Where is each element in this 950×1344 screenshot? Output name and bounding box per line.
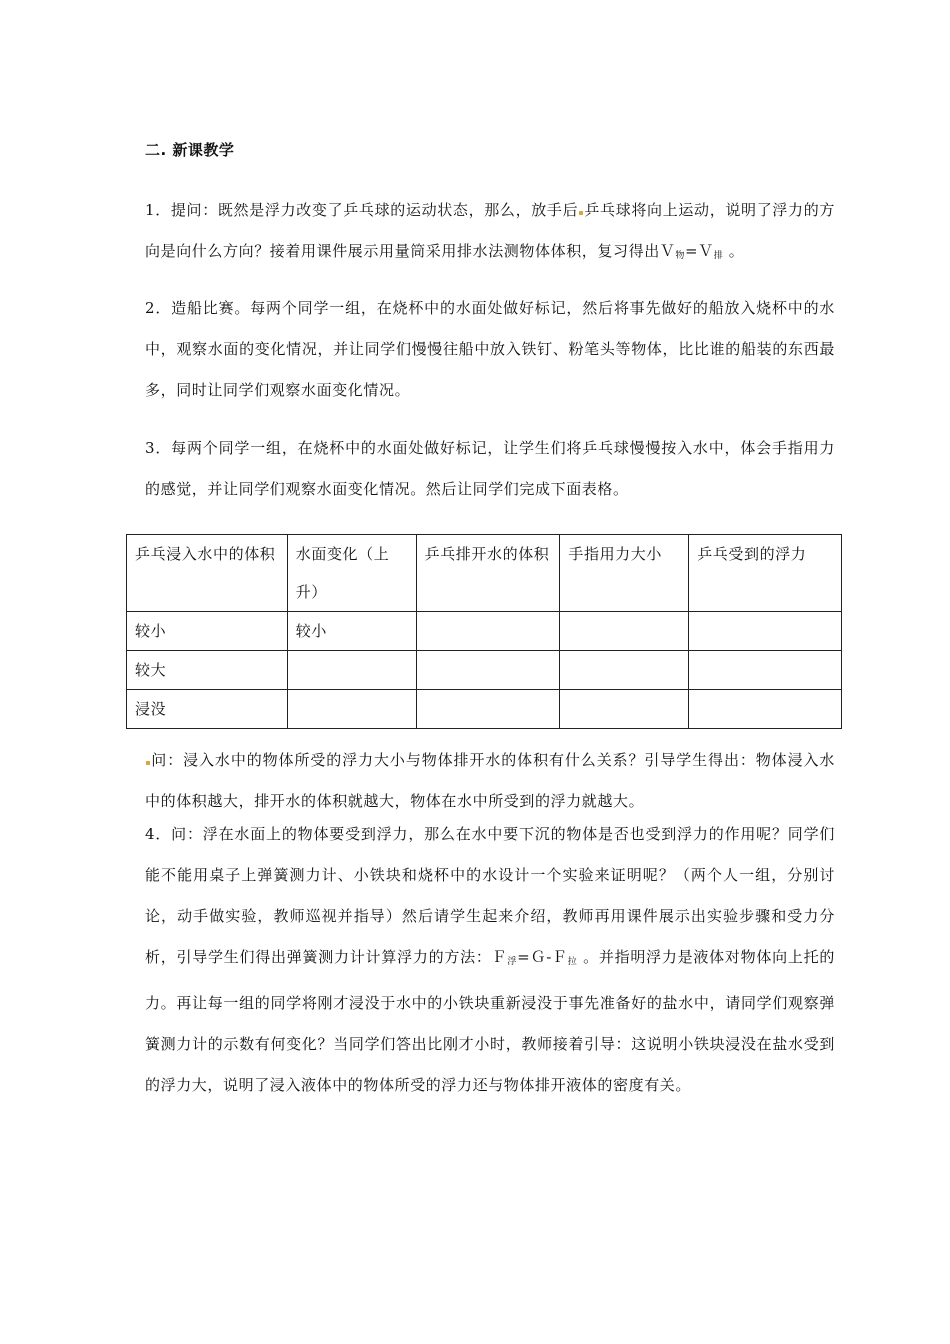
table-cell: 较大 <box>127 651 288 690</box>
paragraph-1-text-a: 1．提问：既然是浮力改变了乒乓球的运动状态，那么，放手后 <box>145 201 579 219</box>
table-cell <box>689 690 842 729</box>
table-row <box>127 612 842 651</box>
section-heading: 二. 新课教学 <box>145 141 235 159</box>
table-header-cell: 手指用力大小 <box>560 535 689 612</box>
table-cell: 较小 <box>127 612 288 651</box>
paragraph-4 <box>145 740 835 822</box>
paragraph-5-text-b: =Ｇ-Ｆ <box>517 948 568 966</box>
table-row <box>127 690 842 729</box>
paragraph-4-text: 问：浸入水中的物体所受的浮力大小与物体排开水的体积有什么关系？引导学生得出：物体浸入水中的体积越大，排开水的体积就越大，物体在水中所受到的浮力就越大。 <box>145 751 835 810</box>
table-cell <box>560 690 689 729</box>
paragraph-1-text-d: 。 <box>723 242 745 260</box>
paragraph-5-text-c: 。并指明浮力是液体对物体向上托的力。再让每一组的同学将刚才浸没于水中的小铁块重新浸没于事先准备好的盐水中，请同学们观察弹簧测力计的示数有何变化？当同学们答出比刚才小时，教师接着引导：这说明小铁块浸没在盐水受到的浮力大，说明了浸入液体中的物体所受的浮力还与物体排开液体的密度有关。 <box>145 948 835 1094</box>
table-cell: 浸没 <box>127 690 288 729</box>
highlight-marker-icon <box>579 211 583 215</box>
experiment-table <box>126 534 842 729</box>
table-cell <box>560 612 689 651</box>
table-header-row <box>127 535 842 612</box>
table-cell <box>416 612 560 651</box>
table-row <box>127 651 842 690</box>
paragraph-1-text-b: 乒乓球将向上运动，说明了浮力的方向是向什么方向？接着用课件展示用量筒采用排水法测物体体积，复习得出Ｖ <box>145 201 835 260</box>
table-cell <box>287 651 416 690</box>
subscript-displaced: 排 <box>713 251 724 261</box>
table-cell <box>416 651 560 690</box>
table-header-cell: 乒乓受到的浮力 <box>689 535 842 612</box>
subscript-pull: 拉 <box>567 957 578 967</box>
table-header-cell: 水面变化（上升） <box>287 535 416 612</box>
paragraph-5 <box>145 814 835 1106</box>
paragraph-1-text-c: =Ｖ <box>685 242 714 260</box>
paragraph-3: 3．每两个同学一组，在烧杯中的水面处做好标记，让学生们将乒乓球慢慢按入水中，体会手指用力的感觉，并让同学们观察水面变化情况。然后让同学们完成下面表格。 <box>145 439 835 498</box>
subscript-object: 物 <box>675 251 686 261</box>
table-header-cell: 乒乓排开水的体积 <box>416 535 560 612</box>
subscript-buoyancy: 浮 <box>507 957 518 967</box>
table-cell: 较小 <box>287 612 416 651</box>
table-cell <box>689 651 842 690</box>
table-header-cell: 乒乓浸入水中的体积 <box>127 535 288 612</box>
table-cell <box>416 690 560 729</box>
table-cell <box>287 690 416 729</box>
highlight-marker-icon <box>146 761 150 765</box>
table-cell <box>689 612 842 651</box>
table-cell <box>560 651 689 690</box>
paragraph-1 <box>145 190 835 277</box>
paragraph-2: 2．造船比赛。每两个同学一组，在烧杯中的水面处做好标记，然后将事先做好的船放入烧杯中的水中，观察水面的变化情况，并让同学们慢慢往船中放入铁钉、粉笔头等物体，比比谁的船装的东西最多，同时让同学们观察水面变化情况。 <box>145 299 835 399</box>
paragraph-5-text-a: 4．问：浮在水面上的物体要受到浮力，那么在水中要下沉的物体是否也受到浮力的作用呢？同学们能不能用桌子上弹簧测力计、小铁块和烧杯中的水设计一个实验来证明呢？（两个人一组，分别讨论，动手做实验，教师巡视并指导）然后请学生起来介绍，教师再用课件展示出实验步骤和受力分析，引导学生们得出弹簧测力计计算浮力的方法：Ｆ <box>145 825 835 966</box>
